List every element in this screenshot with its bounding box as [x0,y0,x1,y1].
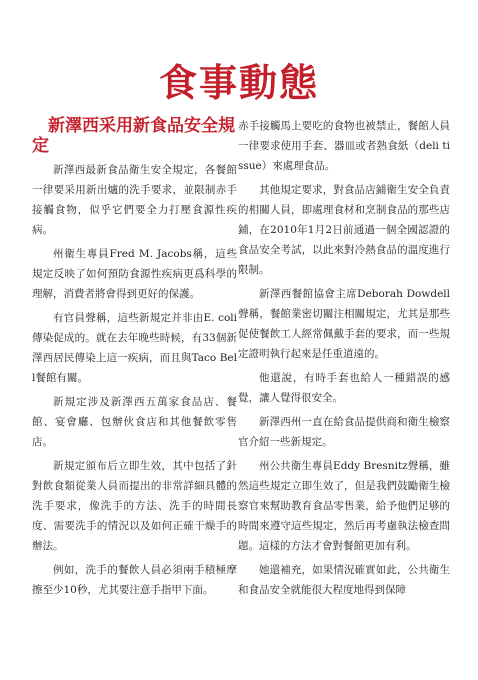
article-paragraph: 其他規定要求，對食品店鋪衛生安全負責的相關人員，即處理食材和烹制食品的那些店鋪，在2010年1月2日前通過一個全國認證的食品安全考試，以此來對冷熱食品的溫度進行限制。 [238,184,450,276]
article-paragraph: 新澤西餐館協會主席Deborah Dowdell聲稱，餐館業密切關注相關規定，尤其是那些促使餐飲工人經常佩戴手套的要求，而一些規定證明執行起來是任重道遠的。 [238,288,450,360]
page-title: 食事動態 [158,60,319,105]
article-paragraph: 赤手接觸馬上要吃的食物也被禁止，餐館人員一律要求使用手套、器皿或者熟食紙（deli tissue）來處理食品。 [238,120,450,172]
article-paragraph: 新澤西最新食品衛生安全規定，各餐館一律要采用新出爐的洗手要求，並限制赤手接觸食物，似乎它們要全力打壓食源性疾病。 [32,164,237,236]
article-paragraph: 州公共衛生專員Eddy Bresnitz聲稱，雖然這些規定立即生效了，但是我們鼓勵衛生檢察官來幫助教育食品零售業，給予他們足够的時間來遵守這些規定，然后再考慮執法檢查問題。這樣的方法才會對餐館更加有利。 [238,460,450,552]
article-paragraph: 他還說，有時手套也給人一種錯誤的感覺，讓人覺得很安全。 [238,372,450,404]
article-column-right [238,116,450,600]
article-paragraph: 新規定頒布后立即生效，其中包括了針對飲食類從業人員而提出的非常詳細具體的洗手要求，像洗手的方法、洗手的時間長度、需要洗手的情況以及如何正確干燥手的辦法。 [32,460,237,552]
article-paragraph: 新規定涉及新澤西五萬家食品店、餐館、宴會廳、包辦伙食店和其他餐飲零售店。 [32,396,237,448]
article-paragraph: 新澤西州一直在給食品提供商和衛生檢察官介紹一些新規定。 [238,416,450,448]
article-paragraph: 州衛生專員Fred M. Jacobs稱，這些規定反映了如何預防食源性疾病更爲科學的理解，消費者將會得到更好的保護。 [32,248,237,300]
article-column-left [32,116,237,600]
article-headline: 新澤西采用新食品安全規定 [32,116,235,156]
article-paragraph: 例如，洗手的餐飲人員必須兩手積極摩擦至少10秒，尤其要注意手指甲下面。 [32,564,237,596]
article-paragraph: 她還補充，如果情況確實如此，公共衛生和食品安全就能很大程度地得到保障 [238,564,450,596]
article-paragraph: 有官員聲稱，這些新規定并非由E. coli傳染促成的。就在去年晚些時候，有33個新澤西居民傳染上這一疾病，而且與Taco Bell餐館有關。 [32,312,237,384]
